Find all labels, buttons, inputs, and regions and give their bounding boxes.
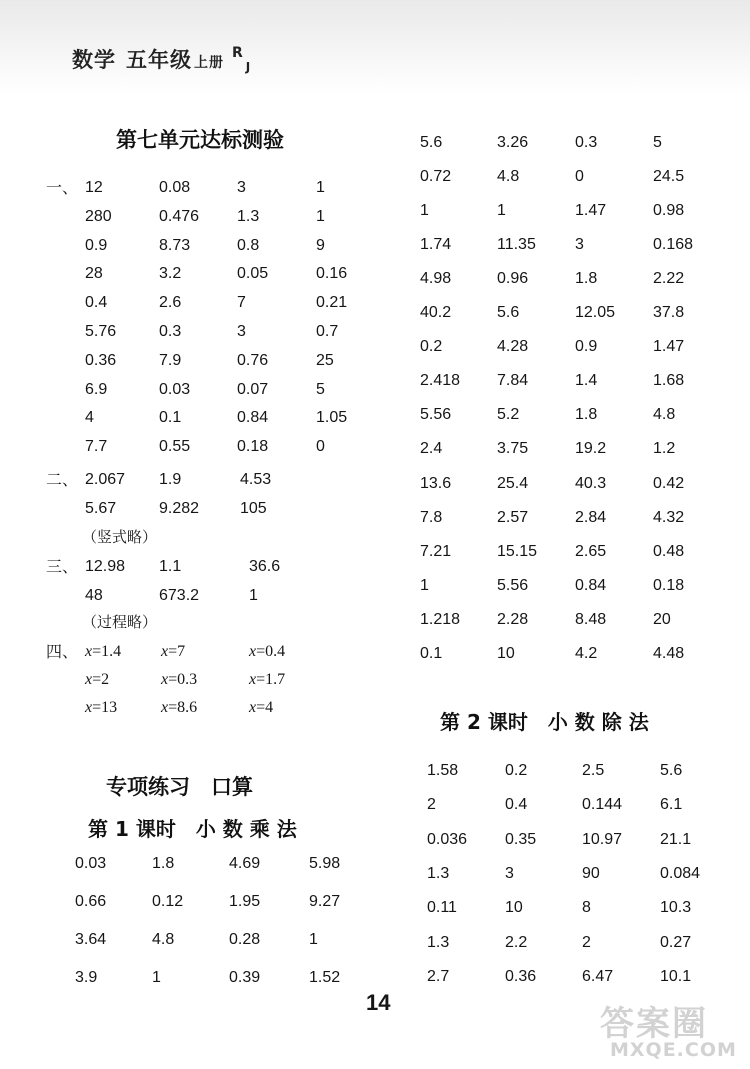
variable-x: x	[249, 699, 257, 716]
equation-answer	[85, 698, 117, 718]
equation-answer	[249, 698, 273, 718]
answer-cell: 3	[237, 323, 246, 340]
answer-cell: 0.72	[420, 168, 452, 186]
answer-cell: 0.9	[85, 236, 108, 254]
answer-cell: 7.7	[85, 438, 108, 456]
answer-cell: 2.57	[497, 508, 529, 526]
answer-cell: 3	[237, 179, 246, 196]
answer-cell: 1.8	[152, 855, 175, 872]
variable-x: x	[161, 643, 169, 660]
variable-x: x	[85, 643, 93, 660]
answer-cell: 0.03	[159, 380, 191, 398]
answer-cell: 90	[582, 864, 600, 882]
equation-value: =8.6	[168, 699, 198, 716]
answer-cell: 7.84	[497, 372, 529, 390]
answer-cell: 1	[152, 969, 161, 986]
answer-cell: 3.9	[75, 969, 98, 986]
answer-cell: 1	[249, 587, 258, 604]
answer-cell: 2.2	[505, 933, 528, 951]
answer-cell: 0.476	[159, 207, 200, 225]
answer-cell: 12	[85, 179, 103, 196]
answer-cell: 13.6	[420, 474, 452, 492]
answer-cell: 0.1	[420, 644, 443, 662]
special-practice-title: 专项练习 口算	[106, 775, 253, 799]
answer-cell: 3	[575, 236, 584, 254]
answer-cell: 1.1	[159, 558, 182, 575]
answer-cell: 4.8	[152, 931, 175, 948]
answer-cell: 280	[85, 207, 112, 225]
answer-cell: 5.67	[85, 500, 117, 517]
answer-cell: 5.56	[497, 576, 529, 594]
equation-answer	[85, 670, 109, 690]
answer-cell: 0.2	[505, 762, 528, 779]
section-4-label: 四、	[46, 642, 79, 661]
answer-cell: 28	[85, 265, 103, 283]
page-number: 14	[366, 990, 391, 1015]
header-subject: 数学	[72, 48, 116, 72]
answer-cell: 0.96	[497, 270, 529, 288]
answer-cell: 1.9	[159, 471, 182, 488]
answer-cell: 40.3	[575, 474, 607, 492]
answer-cell: 0.2	[420, 338, 443, 356]
answer-cell: 0.98	[653, 202, 685, 220]
answer-cell: 4.2	[575, 644, 598, 662]
variable-x: x	[249, 643, 257, 660]
answer-cell: 0.48	[653, 542, 685, 560]
answer-cell: 15.15	[497, 542, 538, 560]
answer-cell: 1	[316, 179, 325, 196]
answer-cell: 0.144	[582, 796, 623, 814]
answer-cell: 673.2	[159, 587, 200, 604]
answer-cell: 0.18	[653, 576, 685, 594]
answer-cell: 3.64	[75, 931, 107, 948]
answer-cell: 2.22	[653, 270, 685, 288]
answer-cell: 2.067	[85, 471, 126, 488]
answer-cell: 5.76	[85, 323, 117, 340]
equation-answer	[161, 670, 197, 690]
answer-cell: 3.75	[497, 440, 529, 458]
answer-cell: 5.6	[420, 134, 443, 151]
answer-cell: 0.7	[316, 323, 339, 340]
answer-cell: 21.1	[660, 830, 692, 848]
answer-cell: 5.98	[309, 855, 341, 872]
answer-cell: 0.76	[237, 351, 269, 369]
answer-cell: 0.27	[660, 933, 692, 951]
answer-cell: 1.8	[575, 406, 598, 424]
header-volume: 上册	[194, 55, 224, 71]
watermark-logo-text: 答案圈	[600, 1004, 708, 1044]
section-1-label: 一、	[46, 178, 79, 197]
answer-cell: 10.97	[582, 830, 623, 848]
answer-cell: 1.05	[316, 409, 348, 427]
answer-cell: 0.3	[159, 323, 182, 340]
section-2-note: （竖式略）	[82, 528, 158, 546]
answer-cell: 1.58	[427, 762, 459, 779]
answer-cell: 0.12	[152, 893, 184, 910]
answer-cell: 4.8	[497, 168, 520, 186]
answer-cell: 1.74	[420, 236, 452, 254]
answer-cell: 10.1	[660, 967, 692, 985]
answer-cell: 2.28	[497, 610, 529, 628]
answer-cell: 1.47	[575, 202, 607, 220]
answer-cell: 36.6	[249, 558, 281, 575]
answer-cell: 4.32	[653, 508, 685, 526]
answer-cell: 0.036	[427, 830, 468, 848]
answer-cell: 1	[497, 202, 506, 220]
answer-cell: 0.28	[229, 931, 261, 948]
answer-cell: 105	[240, 500, 267, 517]
answer-cell: 7	[237, 294, 246, 312]
equation-value: =0.3	[168, 671, 198, 688]
answer-cell: 5.6	[497, 304, 520, 322]
answer-cell: 5	[653, 134, 662, 151]
answer-cell: 6.9	[85, 380, 108, 398]
answer-cell: 0.66	[75, 893, 107, 910]
answer-cell: 25	[316, 351, 334, 369]
answer-cell: 0.39	[229, 969, 261, 986]
lesson-1-title: 第 1 课时 小 数 乘 法	[88, 817, 297, 841]
header-edition: R	[232, 45, 244, 61]
answer-cell: 5.2	[497, 406, 520, 424]
site-watermark	[600, 996, 748, 1066]
answer-cell: 4.28	[497, 338, 529, 356]
book-header	[72, 44, 251, 74]
answer-cell: 0.84	[237, 409, 269, 427]
answer-cell: 1.47	[653, 338, 685, 356]
answer-cell: 6.47	[582, 967, 614, 985]
answer-cell: 0.08	[159, 179, 191, 196]
answer-cell: 7.9	[159, 351, 182, 369]
answer-cell: 0.4	[85, 294, 108, 312]
answer-cell: 0.36	[505, 967, 537, 985]
answer-cell: 4.48	[653, 644, 685, 662]
answer-cell: 2	[582, 933, 591, 951]
answer-cell: 0.1	[159, 409, 182, 427]
answer-cell: 20	[653, 610, 671, 628]
variable-x: x	[85, 671, 93, 688]
answer-cell: 48	[85, 587, 103, 604]
answer-cell: 8.48	[575, 610, 607, 628]
answer-cell: 12.05	[575, 304, 616, 322]
answer-cell: 5	[316, 380, 325, 398]
answer-cell: 2.84	[575, 508, 607, 526]
answer-cell: 8	[582, 899, 591, 917]
answer-cell: 0.4	[505, 796, 528, 814]
answer-cell: 0.16	[316, 265, 348, 283]
answer-cell: 5.6	[660, 762, 683, 779]
answer-cell: 12.98	[85, 558, 126, 575]
answer-cell: 0.35	[505, 830, 537, 848]
equation-value: =1.7	[256, 671, 286, 688]
answer-cell: 0.07	[237, 380, 269, 398]
answer-cell: 0.168	[653, 236, 694, 254]
section-3-label: 三、	[46, 557, 79, 576]
answer-cell: 2.4	[420, 440, 443, 458]
answer-cell: 0.21	[316, 294, 348, 312]
answer-cell: 2.418	[420, 372, 461, 390]
answer-cell: 4.98	[420, 270, 452, 288]
equation-answer	[85, 642, 121, 662]
answer-cell: 19.2	[575, 440, 607, 458]
equation-answer	[249, 642, 285, 662]
equation-answer	[249, 670, 285, 690]
answer-cell: 2.5	[582, 762, 605, 779]
answer-cell: 1.3	[427, 864, 450, 882]
section-2-label: 二、	[46, 470, 79, 489]
answer-cell: 2	[427, 796, 436, 814]
answer-cell: 1	[420, 576, 429, 594]
variable-x: x	[161, 671, 169, 688]
header-edition-sub: J	[245, 60, 252, 74]
answer-cell: 4.53	[240, 471, 272, 488]
equation-value: =1.4	[92, 643, 122, 660]
answer-cell: 1.3	[427, 933, 450, 951]
answer-cell: 0	[575, 168, 584, 186]
answer-cell: 1.4	[575, 372, 598, 390]
answer-cell: 1.3	[237, 207, 260, 225]
answer-cell: 1.52	[309, 969, 341, 986]
answer-cell: 9.27	[309, 893, 341, 910]
answer-cell: 9.282	[159, 500, 200, 517]
answer-cell: 24.5	[653, 168, 685, 186]
answer-cell: 10	[505, 899, 523, 917]
answer-cell: 5.56	[420, 406, 452, 424]
answer-cell: 8.73	[159, 236, 191, 254]
equation-value: =2	[92, 671, 110, 688]
answer-cell: 0.42	[653, 474, 685, 492]
watermark-url: MXQE.COM	[610, 1039, 737, 1061]
answer-cell: 1.95	[229, 893, 261, 910]
answer-cell: 4	[85, 409, 94, 427]
answer-cell: 25.4	[497, 474, 529, 492]
unit-test-title: 第七单元达标测验	[116, 128, 284, 152]
answer-cell: 0.8	[237, 236, 260, 254]
answer-cell: 3.2	[159, 265, 182, 283]
answer-cell: 37.8	[653, 304, 685, 322]
answer-cell: 0.11	[427, 899, 457, 917]
header-grade: 五年级	[126, 48, 192, 72]
equation-value: =7	[168, 643, 186, 660]
answer-cell: 1	[316, 207, 325, 225]
answer-cell: 2.65	[575, 542, 607, 560]
answer-cell: 3	[505, 864, 514, 882]
answer-cell: 0.9	[575, 338, 598, 356]
answer-cell: 0.03	[75, 855, 107, 872]
variable-x: x	[249, 671, 257, 688]
answer-cell: 9	[316, 236, 325, 254]
answer-cell: 7.8	[420, 508, 443, 526]
answer-cell: 0.3	[575, 134, 598, 151]
answer-cell: 11.35	[497, 236, 536, 254]
answer-cell: 4.8	[653, 406, 676, 424]
equation-answer	[161, 642, 185, 662]
equation-value: =4	[256, 699, 274, 716]
answer-cell: 1	[309, 931, 318, 948]
answer-cell: 3.26	[497, 134, 529, 151]
answer-cell: 1.8	[575, 270, 598, 288]
variable-x: x	[161, 699, 169, 716]
answer-cell: 2.6	[159, 294, 182, 312]
answer-cell: 0.18	[237, 438, 269, 456]
equation-value: =0.4	[256, 643, 286, 660]
answer-cell: 2.7	[427, 967, 450, 985]
answer-cell: 1	[420, 202, 429, 220]
answer-cell: 7.21	[420, 542, 452, 560]
answer-cell: 10.3	[660, 899, 692, 917]
answer-cell: 0.55	[159, 438, 191, 456]
section-3-note: （过程略）	[82, 613, 158, 631]
answer-cell: 0.05	[237, 265, 269, 283]
equation-value: =13	[92, 699, 118, 716]
lesson-2-title: 第 2 课时 小 数 除 法	[440, 710, 649, 734]
answer-cell: 4.69	[229, 855, 261, 872]
answer-cell: 6.1	[660, 796, 683, 814]
answer-cell: 1.218	[420, 610, 461, 628]
answer-cell: 1.68	[653, 372, 685, 390]
equation-answer	[161, 698, 197, 718]
variable-x: x	[85, 699, 93, 716]
answer-cell: 0	[316, 438, 325, 456]
answer-cell: 40.2	[420, 304, 452, 322]
answer-cell: 0.084	[660, 864, 701, 882]
answer-cell: 1.2	[653, 440, 676, 458]
answer-cell: 10	[497, 644, 515, 662]
answer-cell: 0.36	[85, 351, 117, 369]
answer-cell: 0.84	[575, 576, 607, 594]
